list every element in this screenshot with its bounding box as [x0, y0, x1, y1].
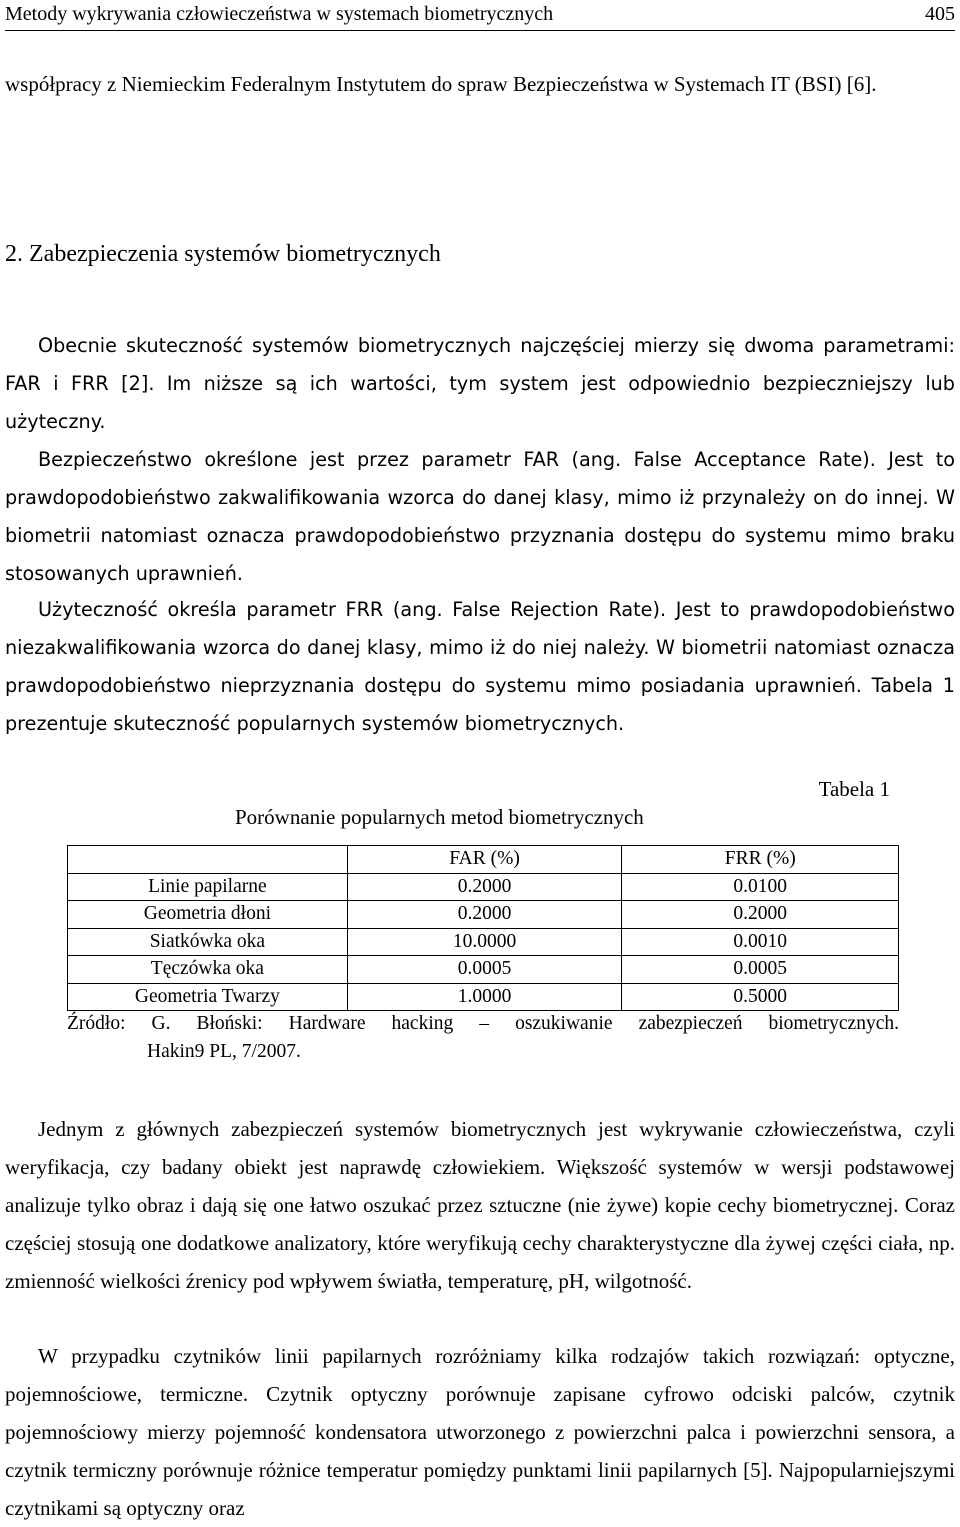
table-cell: 0.2000	[347, 901, 622, 929]
table-header-cell	[68, 846, 348, 874]
table-header-cell: FAR (%)	[347, 846, 622, 874]
header-title: Metody wykrywania człowieczeństwa w systemach biometrycznych	[5, 3, 554, 25]
table-cell: Geometria dłoni	[68, 901, 348, 929]
body-paragraph-1: Jednym z głównych zabezpieczeń systemów biometrycznych jest wykrywanie człowieczeństwa, czyli weryfikacja, czy badany obiekt jest naprawdę człowiekiem. Większość systemów w wersji podstawowej analizuje tylko obraz i dają się one łatwo oszukać przez sztuczne (nie żywe) kopie cechy biometrycznej. Coraz częściej stosują one dodatkowe analizatory, które weryfikują cechy charakterystyczne dla żywej części ciała, np. zmienność wielkości źrenicy pod wpływem światła, temperaturę, pH, wilgotność.	[5, 1117, 955, 1293]
table-cell: 0.0010	[622, 928, 899, 956]
table-cell: 0.5000	[622, 983, 899, 1011]
table-source-note	[67, 1010, 899, 1066]
table-row	[68, 983, 899, 1011]
table-row	[68, 956, 899, 984]
table-cell: Linie papilarne	[68, 873, 348, 901]
table-row	[68, 928, 899, 956]
source-line-2: Hakin9 PL, 7/2007.	[147, 1041, 301, 1062]
table-label: Tabela 1	[818, 777, 890, 801]
table-cell: 0.2000	[347, 873, 622, 901]
table-cell: 0.0100	[622, 873, 899, 901]
body-paragraph-2: W przypadku czytników linii papilarnych rozróżniamy kilka rodzajów takich rozwiązań: optyczne, pojemnościowe, termiczne. Czytnik optyczny porównuje zapisane cyfrowo odciski palców, czytnik pojemnościowy mierzy pojemność kondensatora utworzonego z powierzchni palca i powierzchni sensora, a czytnik termiczny porównuje różnice temperatur pomiędzy punktami linii papilarnych [5]. Najpopularniejszymi czytnikami są optyczny oraz	[5, 1344, 955, 1520]
table-cell: Siatkówka oka	[68, 928, 348, 956]
table-cell: Geometria Twarzy	[68, 983, 348, 1011]
section-paragraph-2: Bezpieczeństwo określone jest przez parametr FAR (ang. False Acceptance Rate). Jest to prawdopodobieństwo zakwalifikowania wzorca do danej klasy, mimo iż przynależy on do innej. W biometrii natomiast oznacza prawdopodobieństwo przyznania dostępu do systemu mimo braku stosowanych uprawnień.	[5, 448, 955, 585]
table-cell: Tęczówka oka	[68, 956, 348, 984]
table-title: Porównanie popularnych metod biometrycznych	[235, 805, 644, 829]
table-cell: 0.2000	[622, 901, 899, 929]
table-header-cell: FRR (%)	[622, 846, 899, 874]
running-header	[5, 0, 955, 31]
table-cell: 0.0005	[347, 956, 622, 984]
table-row	[68, 901, 899, 929]
page-number: 405	[925, 3, 955, 25]
section-paragraph-3: Użyteczność określa parametr FRR (ang. False Rejection Rate). Jest to prawdopodobieństwo niezakwalifikowania wzorca do danej klasy, mimo iż do niej należy. W biometrii natomiast oznacza prawdopodobieństwo nieprzyznania dostępu do systemu mimo posiadania uprawnień. Tabela 1 prezentuje skuteczność popularnych systemów biometrycznych.	[5, 598, 955, 735]
section-paragraph-1: Obecnie skuteczność systemów biometrycznych najczęściej mierzy się dwoma parametrami: FAR i FRR [2]. Im niższe są ich wartości, tym system jest odpowiednio bezpieczniejszy lub użyteczny.	[5, 334, 955, 433]
source-line-1: Źródło: G. Błoński: Hardware hacking – oszukiwanie zabezpieczeń biometrycznych.	[67, 1013, 899, 1034]
intro-paragraph: współpracy z Niemieckim Federalnym Instytutem do spraw Bezpieczeństwa w Systemach IT (BSI) [6].	[5, 72, 877, 96]
table-row	[68, 873, 899, 901]
table-cell: 1.0000	[347, 983, 622, 1011]
section-heading: 2. Zabezpieczenia systemów biometrycznych	[5, 241, 441, 267]
table-cell: 0.0005	[622, 956, 899, 984]
comparison-table	[67, 845, 899, 1011]
table-header-row	[68, 846, 899, 874]
table-cell: 10.0000	[347, 928, 622, 956]
